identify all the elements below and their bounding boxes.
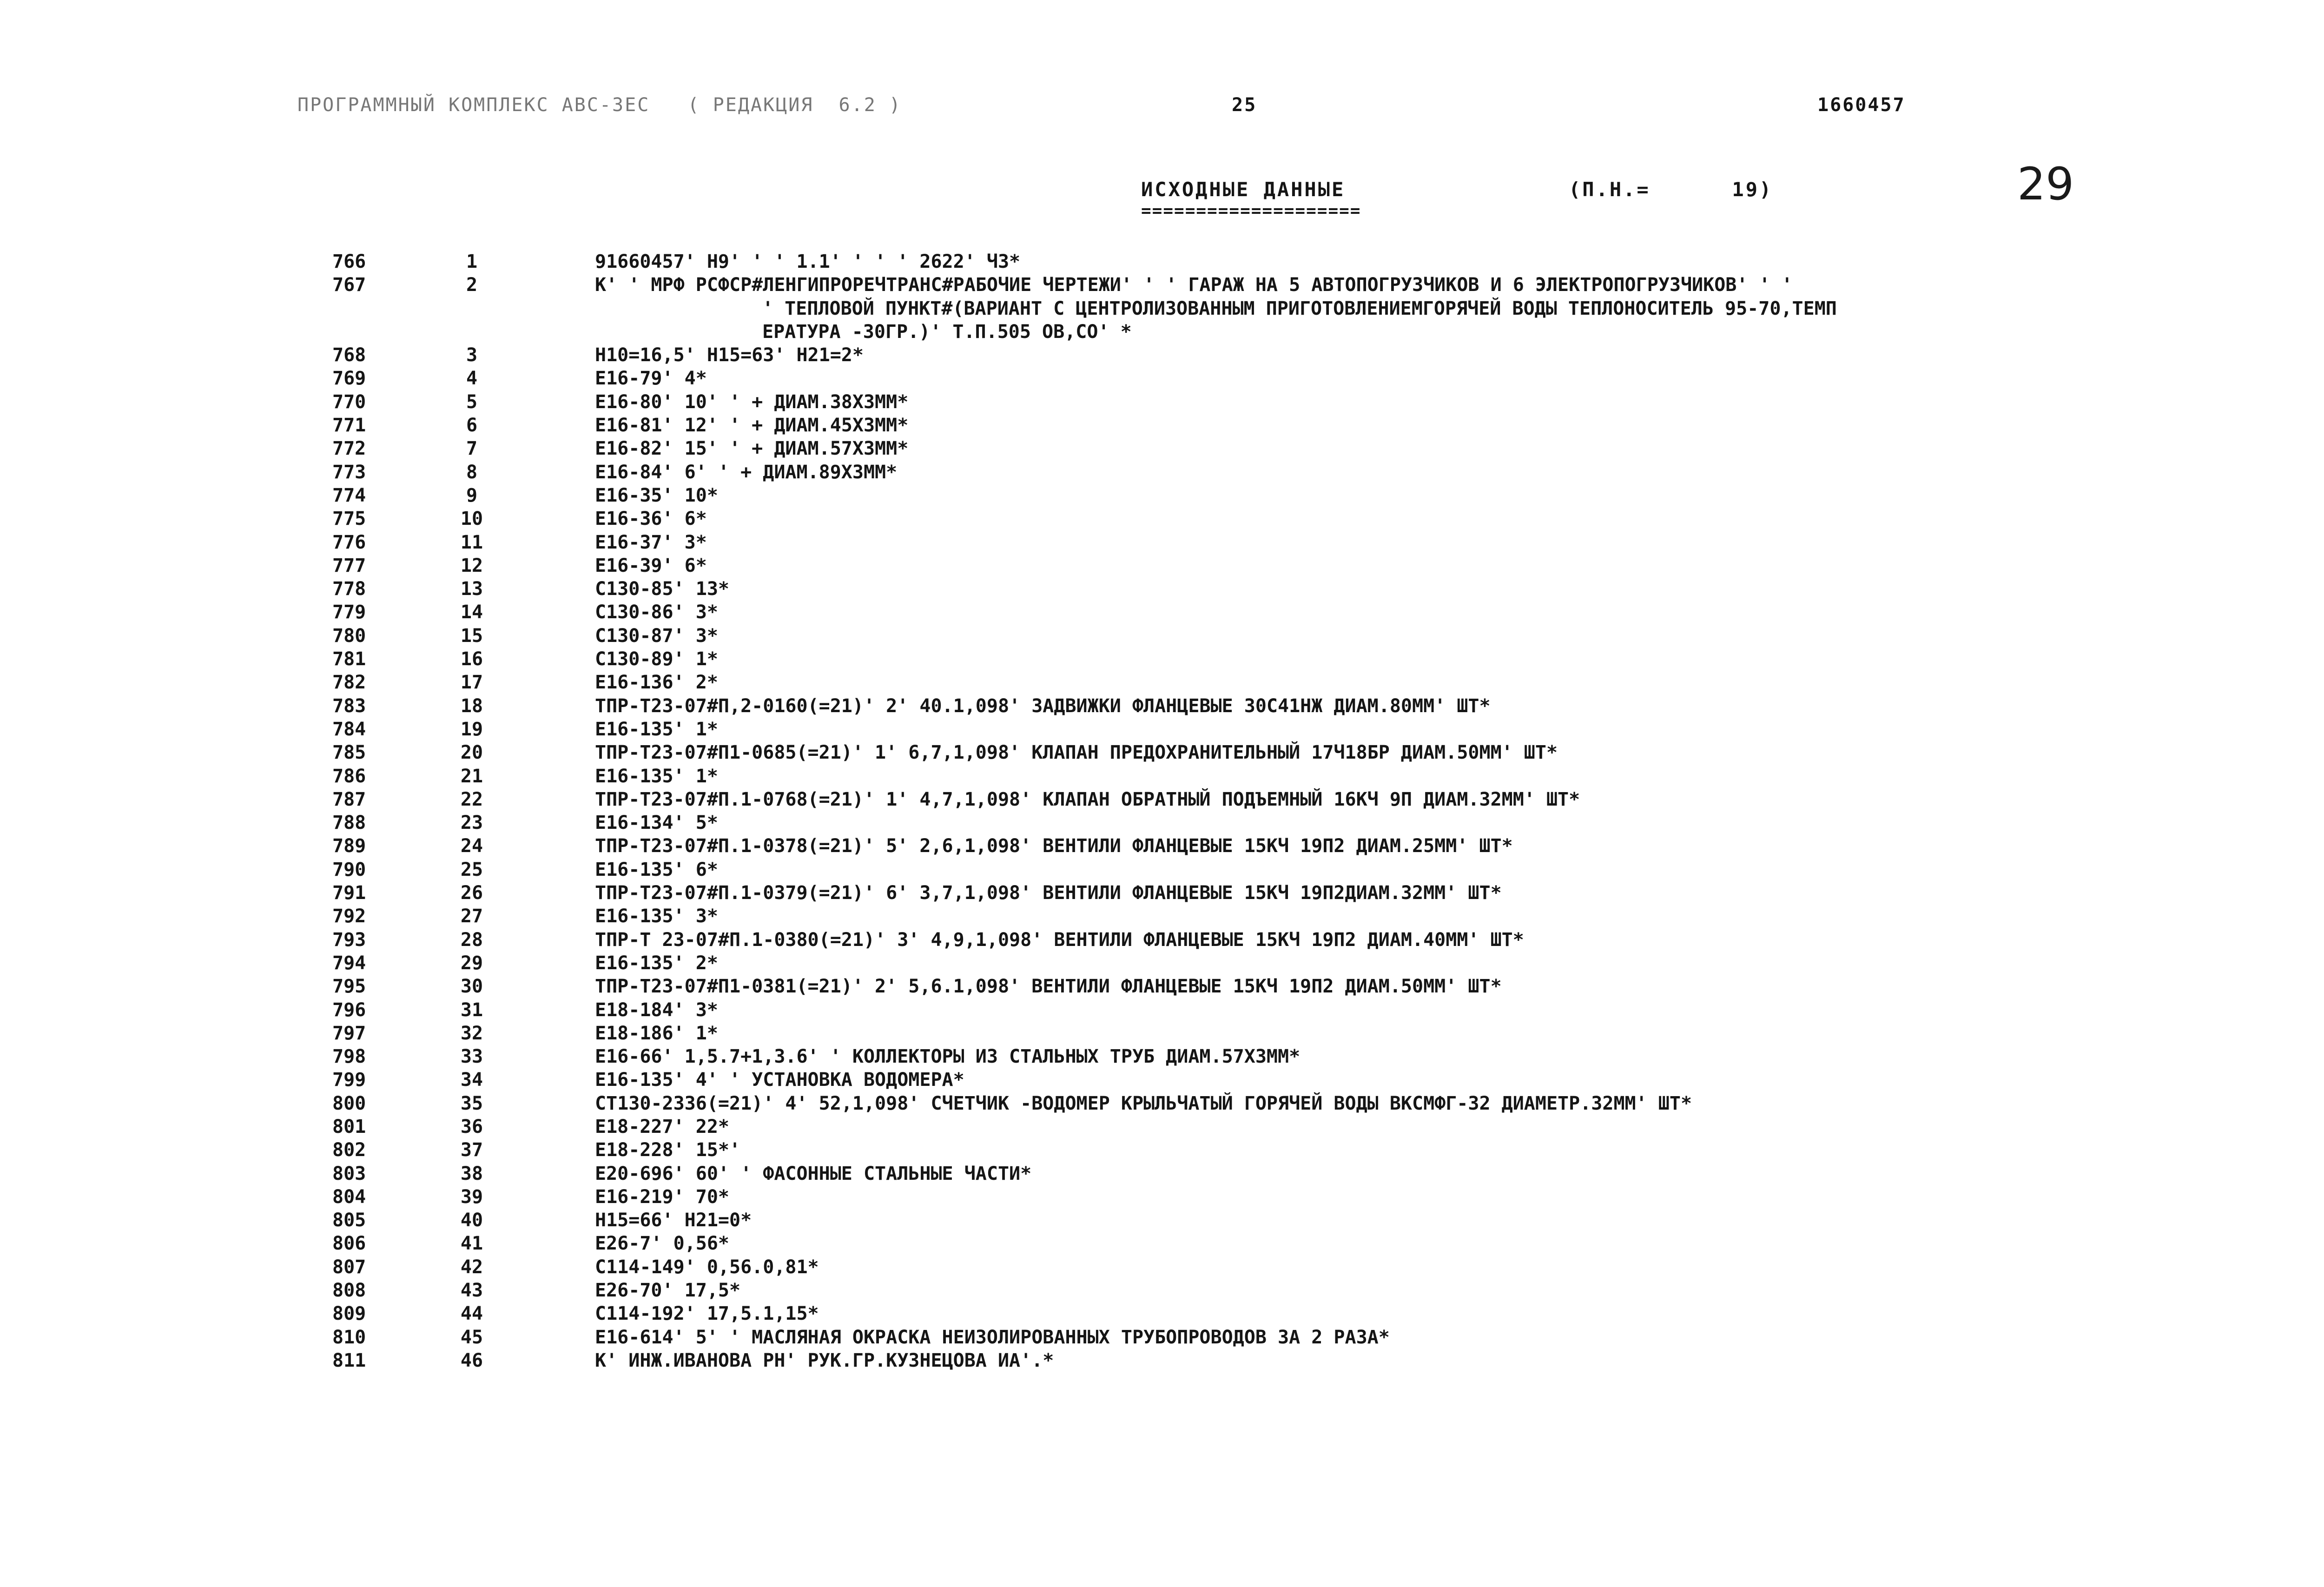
row-index: 792 <box>332 906 366 927</box>
row-text: Е16-81' 12' ' + ДИАМ.45Х3ММ* <box>595 415 909 436</box>
listing-row <box>0 1232 2324 1255</box>
row-text: С114-149' 0,56.0,81* <box>595 1256 819 1278</box>
row-index: 769 <box>332 368 366 390</box>
row-index: 783 <box>332 695 366 717</box>
row-index: 806 <box>332 1233 366 1255</box>
listing-row <box>0 1115 2324 1138</box>
row-index: 808 <box>332 1280 366 1302</box>
listing-row <box>0 484 2324 507</box>
listing-row <box>0 554 2324 577</box>
row-text: ТПР-Т23-07#П.1-0378(=21)' 5' 2,6,1,098' ВЕНТИЛИ ФЛАНЦЕВЫЕ 15КЧ 19П2 ДИАМ.25ММ' ШТ* <box>595 835 1513 857</box>
row-number: 11 <box>460 531 483 553</box>
row-number: 34 <box>460 1069 483 1091</box>
row-number: 26 <box>460 882 483 904</box>
listing-row <box>0 811 2324 834</box>
header-document-number: 1660457 <box>1817 94 1906 116</box>
row-index: 793 <box>332 929 366 951</box>
listing-row <box>0 390 2324 414</box>
row-text: Е16-134' 5* <box>595 812 718 834</box>
listing-continuation-line <box>0 320 2324 344</box>
row-text: Е16-136' 2* <box>595 672 718 694</box>
listing-row <box>0 507 2324 530</box>
listing-row <box>0 998 2324 1022</box>
row-index: 770 <box>332 391 366 413</box>
header-program-title: ПРОГРАММНЫЙ КОМПЛЕКС АВС-ЗЕС ( РЕДАКЦИЯ 6.2 ) <box>297 94 902 116</box>
row-number: 6 <box>466 415 478 436</box>
row-number: 46 <box>460 1349 483 1371</box>
listing-row <box>0 461 2324 484</box>
section-title: ИСХОДНЫЕ ДАННЫЕ <box>1141 178 1346 201</box>
listing-row <box>0 858 2324 881</box>
row-text: Е20-696' 60' ' ФАСОННЫЕ СТАЛЬНЫЕ ЧАСТИ* <box>595 1163 1032 1184</box>
row-number: 43 <box>460 1280 483 1302</box>
row-text: 91660457' Н9' ' ' 1.1' ' ' ' 2622' Ч3* <box>595 251 1021 272</box>
row-text: С130-87' 3* <box>595 625 718 647</box>
row-index: 802 <box>332 1139 366 1161</box>
row-index: 794 <box>332 952 366 974</box>
row-text: ТПР-Т23-07#П.1-0768(=21)' 1' 4,7,1,098' КЛАПАН ОБРАТНЫЙ ПОДЪЕМНЫЙ 16КЧ 9П ДИАМ.32ММ' ШТ* <box>595 788 1580 810</box>
listing-row <box>0 1349 2324 1372</box>
row-number: 17 <box>460 672 483 694</box>
row-number: 4 <box>466 368 478 390</box>
row-text: Е18-228' 15*' <box>595 1139 741 1161</box>
row-number: 23 <box>460 812 483 834</box>
row-text: К' ' МРФ РСФСР#ЛЕНГИПРОРЕЧТРАНС#РАБОЧИЕ ЧЕРТЕЖИ' ' ' ГАРАЖ НА 5 АВТОПОГРУЗЧИКОВ И 6 ЭЛЕКТРОПОГРУЗЧИКОВ' ' ' <box>595 274 1793 296</box>
row-text: Е26-70' 17,5* <box>595 1280 741 1302</box>
row-number: 38 <box>460 1163 483 1184</box>
row-index: 772 <box>332 438 366 460</box>
row-number: 12 <box>460 555 483 576</box>
row-text: Е16-36' 6* <box>595 508 707 530</box>
listing-row <box>0 1045 2324 1068</box>
row-number: 40 <box>460 1210 483 1231</box>
row-number: 7 <box>466 438 478 460</box>
row-text: К' ИНЖ.ИВАНОВА РН' РУК.ГР.КУЗНЕЦОВА ИА'.* <box>595 1349 1054 1371</box>
row-number: 25 <box>460 859 483 880</box>
row-index: 767 <box>332 274 366 296</box>
row-number: 22 <box>460 788 483 810</box>
row-text: Е16-135' 6* <box>595 859 718 880</box>
listing-row <box>0 1092 2324 1115</box>
row-text: ЕРАТУРА -30ГР.)' Т.П.505 ОВ,СО' * <box>762 321 1132 343</box>
row-number: 39 <box>460 1186 483 1208</box>
listing-row <box>0 718 2324 741</box>
row-text: Е16-135' 1* <box>595 718 718 740</box>
section-title-underline: ==================== <box>1141 201 1361 220</box>
row-index: 771 <box>332 415 366 436</box>
row-index: 811 <box>332 1349 366 1371</box>
row-number: 30 <box>460 976 483 998</box>
row-text: Е16-135' 2* <box>595 952 718 974</box>
row-number: 21 <box>460 765 483 787</box>
row-index: 785 <box>332 742 366 764</box>
listing-row <box>0 531 2324 554</box>
row-index: 795 <box>332 976 366 998</box>
row-index: 803 <box>332 1163 366 1184</box>
row-number: 9 <box>466 484 478 506</box>
row-text: ' ТЕПЛОВОЙ ПУНКТ#(ВАРИАНТ С ЦЕНТРОЛИЗОВАННЫМ ПРИГОТОВЛЕНИЕМГОРЯЧЕЙ ВОДЫ ТЕПЛОНОСИТЕЛЬ 95-70,ТЕМП <box>762 298 1837 319</box>
row-index: 807 <box>332 1256 366 1278</box>
listing-row <box>0 905 2324 928</box>
listing-row <box>0 694 2324 718</box>
row-index: 786 <box>332 765 366 787</box>
row-number: 1 <box>466 251 478 272</box>
row-number: 35 <box>460 1092 483 1114</box>
row-text: Е16-79' 4* <box>595 368 707 390</box>
row-number: 18 <box>460 695 483 717</box>
listing-row <box>0 624 2324 648</box>
row-number: 44 <box>460 1303 483 1325</box>
row-number: 13 <box>460 578 483 600</box>
listing-row <box>0 367 2324 390</box>
listing-row <box>0 648 2324 671</box>
listing-row <box>0 1209 2324 1232</box>
row-index: 799 <box>332 1069 366 1091</box>
listing-row <box>0 834 2324 858</box>
row-index: 774 <box>332 484 366 506</box>
row-index: 766 <box>332 251 366 272</box>
section-pn: (П.Н.= 19) <box>1569 178 1773 201</box>
row-number: 19 <box>460 718 483 740</box>
row-number: 29 <box>460 952 483 974</box>
row-number: 10 <box>460 508 483 530</box>
row-index: 778 <box>332 578 366 600</box>
row-text: Е16-135' 3* <box>595 906 718 927</box>
row-text: Е18-184' 3* <box>595 999 718 1021</box>
listing-continuation-line <box>0 297 2324 320</box>
row-number: 41 <box>460 1233 483 1255</box>
row-text: С114-192' 17,5.1,15* <box>595 1303 819 1325</box>
listing-row <box>0 344 2324 367</box>
row-index: 787 <box>332 788 366 810</box>
listing-row <box>0 881 2324 905</box>
row-text: Е16-82' 15' ' + ДИАМ.57Х3ММ* <box>595 438 909 460</box>
row-index: 791 <box>332 882 366 904</box>
row-index: 768 <box>332 344 366 366</box>
row-text: Е16-219' 70* <box>595 1186 729 1208</box>
row-text: Е16-614' 5' ' МАСЛЯНАЯ ОКРАСКА НЕИЗОЛИРОВАННЫХ ТРУБОПРОВОДОВ ЗА 2 РАЗА* <box>595 1326 1390 1348</box>
row-index: 789 <box>332 835 366 857</box>
listing-row <box>0 788 2324 811</box>
listing-row <box>0 1138 2324 1162</box>
row-number: 15 <box>460 625 483 647</box>
row-number: 32 <box>460 1022 483 1044</box>
data-listing <box>0 250 2324 1372</box>
row-index: 773 <box>332 461 366 483</box>
row-number: 45 <box>460 1326 483 1348</box>
listing-row <box>0 414 2324 437</box>
row-text: С130-89' 1* <box>595 648 718 670</box>
row-number: 27 <box>460 906 483 927</box>
row-index: 782 <box>332 672 366 694</box>
row-number: 3 <box>466 344 478 366</box>
row-text: Е16-135' 4' ' УСТАНОВКА ВОДОМЕРА* <box>595 1069 964 1091</box>
row-text: ТПР-Т 23-07#П.1-0380(=21)' 3' 4,9,1,098' ВЕНТИЛИ ФЛАНЦЕВЫЕ 15КЧ 19П2 ДИАМ.40ММ' ШТ* <box>595 929 1524 951</box>
listing-row <box>0 1162 2324 1185</box>
handwritten-page-number: 29 <box>2017 158 2074 210</box>
row-text: Е16-84' 6' ' + ДИАМ.89Х3ММ* <box>595 461 898 483</box>
row-number: 36 <box>460 1116 483 1137</box>
row-text: С130-85' 13* <box>595 578 729 600</box>
row-index: 809 <box>332 1303 366 1325</box>
listing-row <box>0 1302 2324 1325</box>
row-text: ТПР-Т23-07#П,2-0160(=21)' 2' 40.1,098' ЗАДВИЖКИ ФЛАНЦЕВЫЕ 30С41НЖ ДИАМ.80ММ' ШТ* <box>595 695 1491 717</box>
row-index: 784 <box>332 718 366 740</box>
row-number: 31 <box>460 999 483 1021</box>
row-number: 14 <box>460 602 483 623</box>
row-text: Е16-37' 3* <box>595 531 707 553</box>
listing-row <box>0 671 2324 694</box>
row-number: 20 <box>460 742 483 764</box>
row-index: 798 <box>332 1046 366 1068</box>
row-text: Е16-66' 1,5.7+1,3.6' ' КОЛЛЕКТОРЫ ИЗ СТАЛЬНЫХ ТРУБ ДИАМ.57Х3ММ* <box>595 1046 1301 1068</box>
row-number: 5 <box>466 391 478 413</box>
row-index: 788 <box>332 812 366 834</box>
row-index: 775 <box>332 508 366 530</box>
row-text: ТПР-Т23-07#П1-0685(=21)' 1' 6,7,1,098' КЛАПАН ПРЕДОХРАНИТЕЛЬНЫЙ 17Ч18БР ДИАМ.50ММ' ШТ* <box>595 742 1558 764</box>
listing-row <box>0 250 2324 273</box>
listing-row <box>0 1279 2324 1302</box>
row-number: 2 <box>466 274 478 296</box>
row-index: 777 <box>332 555 366 576</box>
row-text: Е16-80' 10' ' + ДИАМ.38Х3ММ* <box>595 391 909 413</box>
row-index: 780 <box>332 625 366 647</box>
listing-row <box>0 975 2324 998</box>
listing-row <box>0 273 2324 297</box>
listing-row <box>0 577 2324 601</box>
row-index: 796 <box>332 999 366 1021</box>
row-text: Е16-39' 6* <box>595 555 707 576</box>
row-text: Н10=16,5' Н15=63' Н21=2* <box>595 344 864 366</box>
listing-row <box>0 1256 2324 1279</box>
header-page-number: 25 <box>1232 94 1257 116</box>
row-text: Н15=66' Н21=0* <box>595 1210 752 1231</box>
row-index: 801 <box>332 1116 366 1137</box>
listing-row <box>0 1185 2324 1209</box>
row-text: Е18-186' 1* <box>595 1022 718 1044</box>
row-text: Е16-35' 10* <box>595 484 718 506</box>
row-index: 776 <box>332 531 366 553</box>
listing-row <box>0 1068 2324 1091</box>
row-number: 8 <box>466 461 478 483</box>
listing-row <box>0 601 2324 624</box>
listing-row <box>0 1022 2324 1045</box>
row-number: 42 <box>460 1256 483 1278</box>
row-index: 797 <box>332 1022 366 1044</box>
listing-row <box>0 928 2324 952</box>
row-index: 804 <box>332 1186 366 1208</box>
row-text: Е18-227' 22* <box>595 1116 729 1137</box>
listing-row <box>0 741 2324 764</box>
row-text: С130-86' 3* <box>595 602 718 623</box>
row-index: 805 <box>332 1210 366 1231</box>
listing-row <box>0 952 2324 975</box>
row-text: ТПР-Т23-07#П.1-0379(=21)' 6' 3,7,1,098' ВЕНТИЛИ ФЛАНЦЕВЫЕ 15КЧ 19П2ДИАМ.32ММ' ШТ* <box>595 882 1502 904</box>
row-number: 16 <box>460 648 483 670</box>
row-number: 28 <box>460 929 483 951</box>
listing-row <box>0 765 2324 788</box>
row-number: 24 <box>460 835 483 857</box>
row-index: 810 <box>332 1326 366 1348</box>
listing-row <box>0 437 2324 460</box>
row-index: 779 <box>332 602 366 623</box>
listing-row <box>0 1326 2324 1349</box>
row-text: ТПР-Т23-07#П1-0381(=21)' 2' 5,6.1,098' ВЕНТИЛИ ФЛАНЦЕВЫЕ 15КЧ 19П2 ДИАМ.50ММ' ШТ* <box>595 976 1502 998</box>
row-index: 800 <box>332 1092 366 1114</box>
row-text: Е26-7' 0,56* <box>595 1233 729 1255</box>
row-index: 781 <box>332 648 366 670</box>
row-number: 33 <box>460 1046 483 1068</box>
row-text: Е16-135' 1* <box>595 765 718 787</box>
row-number: 37 <box>460 1139 483 1161</box>
row-index: 790 <box>332 859 366 880</box>
row-text: СТ130-2336(=21)' 4' 52,1,098' СЧЕТЧИК -ВОДОМЕР КРЫЛЬЧАТЫЙ ГОРЯЧЕЙ ВОДЫ ВКСМФГ-32 ДИАМЕТР.32ММ' ШТ* <box>595 1092 1692 1114</box>
